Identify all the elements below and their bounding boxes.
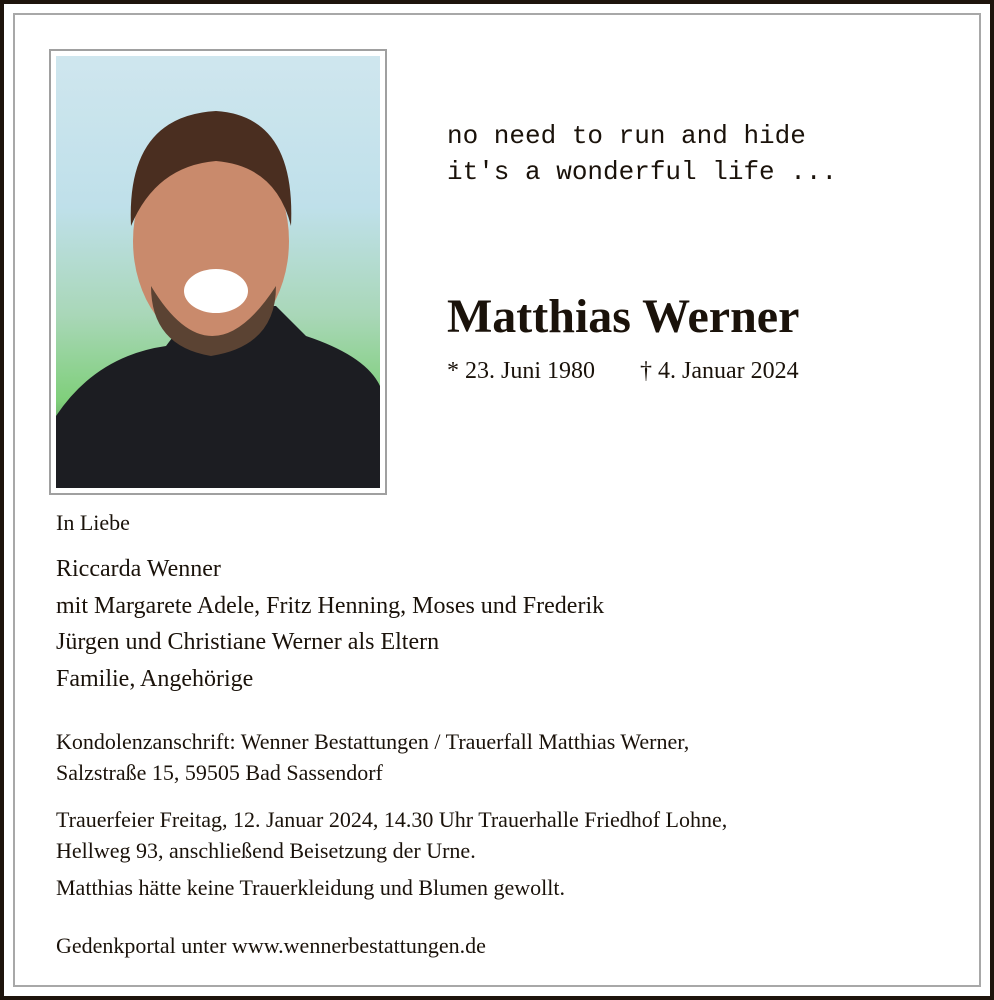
memorial-portal: Gedenkportal unter www.wennerbestattungen.de — [56, 933, 486, 958]
portrait-frame — [49, 49, 387, 495]
obituary-page — [4, 4, 990, 996]
death-date: † 4. Januar 2024 — [640, 358, 799, 384]
portrait-photo — [56, 56, 380, 488]
mourner-line: mit Margarete Adele, Fritz Henning, Moses und Frederik — [56, 593, 605, 619]
deceased-name: Matthias Werner — [447, 290, 800, 343]
motto-line: it's a wonderful life ... — [447, 157, 838, 187]
mourner-line: Familie, Angehörige — [56, 666, 254, 692]
funeral-line: Trauerfeier Freitag, 12. Januar 2024, 14.30 Uhr Trauerhalle Friedhof Lohne, — [56, 807, 728, 832]
condolence-line: Salzstraße 15, 59505 Bad Sassendorf — [56, 760, 383, 785]
mourner-line: Riccarda Wenner — [56, 556, 221, 582]
condolence-line: Kondolenzanschrift: Wenner Bestattungen / Trauerfall Matthias Werner, — [56, 729, 690, 754]
birth-date: * 23. Juni 1980 — [447, 358, 596, 384]
in-love-label: In Liebe — [56, 510, 130, 535]
life-dates — [447, 358, 799, 385]
motto-line: no need to run and hide — [447, 121, 806, 151]
mourner-line: Jürgen und Christiane Werner als Eltern — [56, 629, 440, 655]
motto — [447, 118, 837, 190]
wish-text: Matthias hätte keine Trauerkleidung und Blumen gewollt. — [56, 875, 565, 900]
funeral-line: Hellweg 93, anschließend Beisetzung der Urne. — [56, 838, 476, 863]
